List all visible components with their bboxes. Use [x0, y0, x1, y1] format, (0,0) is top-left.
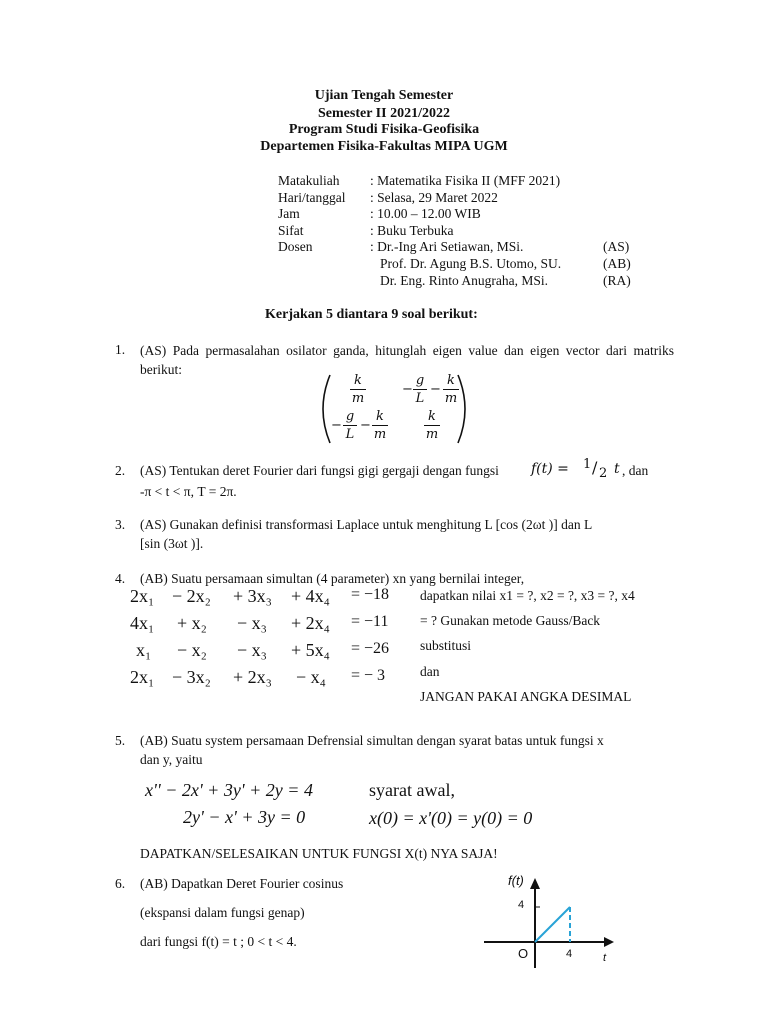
q4-text: (AB) Suatu persamaan simultan (4 parameter) xn yang bernilai integer, [140, 571, 525, 586]
m12-frac-a: g L [413, 373, 427, 406]
q5-line1: (AB) Suatu system persamaan Defrensial simultan dengan syarat batas untuk fungsi x [140, 733, 604, 748]
eq4-c4: − x₄ [296, 667, 326, 687]
info-label-type: Sifat [278, 223, 304, 238]
instruction: Kerjakan 5 diantara 9 soal berikut: [265, 307, 478, 322]
eq4-c3: + 2x₃ [233, 667, 272, 687]
m12-minus-b: − [430, 382, 441, 397]
exam-title: Ujian Tengah Semester [314, 88, 454, 103]
q5-eq1: x'' − 2x' + 3y' + 2y = 4 [145, 780, 313, 800]
info-value-time: : 10.00 – 12.00 WIB [370, 206, 481, 221]
eq4-c2: − 3x₂ [172, 667, 211, 687]
m12-frac-b: k m [444, 373, 458, 406]
q2-var: t [614, 461, 620, 477]
matrix-left-paren [314, 373, 334, 445]
q6-line1: (AB) Dapatkan Deret Fourier cosinus [140, 876, 344, 891]
lecturer-name-1: : Dr.-Ing Ari Setiawan, MSi. [370, 239, 524, 254]
eq1-c4: + 4x₄ [291, 586, 330, 606]
m21-frac-b: k m [373, 409, 387, 442]
q2-range: -π < t < π, T = 2π. [140, 484, 237, 499]
q4-number: 4. [115, 571, 126, 586]
q2-func: f(t) = [531, 461, 569, 477]
eq3-c1: x₁ [136, 640, 152, 660]
y-axis-arrow [530, 878, 540, 889]
q1-text: (AS) Pada permasalahan osilator ganda, hitunglah eigen value dan eigen vector dari matriks berikut: [140, 343, 674, 377]
q5-task: DAPATKAN/SELESAIKAN UNTUK FUNGSI X(t) NYA SAJA! [140, 846, 498, 861]
m12-minus: − [402, 382, 413, 397]
q2-half-den: 2 [599, 466, 608, 481]
graph-ytick: 4 [518, 899, 525, 911]
q2-text-b: , dan [622, 463, 649, 478]
info-value-date: : Selasa, 29 Maret 2022 [370, 190, 498, 205]
q5-number: 5. [115, 733, 126, 748]
eq1-rhs: = −18 [351, 586, 390, 603]
eq4-c1: 2x₁ [130, 667, 155, 687]
q6-number: 6. [115, 876, 126, 891]
q4-side-5: JANGAN PAKAI ANGKA DESIMAL [420, 689, 632, 704]
eq2-c3: − x₃ [237, 613, 267, 633]
q3-line2: [sin (3ωt )]. [140, 536, 204, 551]
m21-minus-b: − [360, 418, 371, 433]
department-title: Departemen Fisika-Fakultas MIPA UGM [260, 139, 508, 154]
q3-line1: (AS) Gunakan definisi transformasi Laplace untuk menghitung L [cos (2ωt )] dan L [140, 517, 593, 532]
eq3-c2: − x₂ [177, 640, 207, 660]
lecturer-name-2: Prof. Dr. Agung B.S. Utomo, SU. [380, 256, 562, 271]
q5-cond-label: syarat awal, [369, 780, 455, 800]
info-value-course: : Matematika Fisika II (MFF 2021) [370, 173, 561, 188]
q5-cond: x(0) = x'(0) = y(0) = 0 [369, 808, 533, 828]
eq1-c2: − 2x₂ [172, 586, 211, 606]
q6-line2: (ekspansi dalam fungsi genap) [140, 905, 305, 920]
semester-title: Semester II 2021/2022 [318, 106, 450, 121]
eq4-rhs: = − 3 [351, 667, 386, 684]
graph-xlabel: t [603, 952, 607, 964]
graph-svg [480, 870, 620, 970]
info-label-lecturer: Dosen [278, 239, 313, 254]
x-axis-arrow [604, 937, 614, 947]
q4-side-1: dapatkan nilai x1 = ?, x2 = ?, x3 = ?, x4 [420, 588, 635, 603]
q3-number: 3. [115, 517, 126, 532]
lecturer-code-1: (AS) [603, 239, 630, 254]
eq1-c1: 2x₁ [130, 586, 155, 606]
q1-number: 1. [115, 342, 126, 357]
m11-frac: k m [351, 373, 365, 406]
q5-eq2: 2y' − x' + 3y = 0 [183, 807, 306, 827]
q4-side-2: = ? Gunakan metode Gauss/Back [420, 613, 601, 628]
q2-text-a: (AS) Tentukan deret Fourier dari fungsi gigi gergaji dengan fungsi [140, 463, 499, 478]
lecturer-name-3: Dr. Eng. Rinto Anugraha, MSi. [380, 273, 548, 288]
eq2-c2: + x₂ [177, 613, 207, 633]
graph-ylabel: f(t) [508, 873, 524, 888]
eq1-c3: + 3x₃ [233, 586, 272, 606]
m21-frac-a: g L [343, 409, 357, 442]
function-line [535, 907, 570, 942]
m22-frac: k m [425, 409, 439, 442]
q4-side-4: dan [420, 664, 440, 679]
eq3-c4: + 5x₄ [291, 640, 330, 660]
info-value-type: : Buku Terbuka [370, 223, 454, 238]
info-label-course: Matakuliah [278, 173, 340, 188]
q4-side-3: substitusi [420, 638, 472, 653]
info-label-time: Jam [278, 206, 300, 221]
q2-number: 2. [115, 463, 126, 478]
q2-slash: / [592, 458, 598, 477]
eq3-c3: − x₃ [237, 640, 267, 660]
graph-origin: O [518, 946, 529, 961]
eq2-c4: + 2x₄ [291, 613, 330, 633]
graph-xtick: 4 [566, 948, 573, 960]
eq2-rhs: = −11 [351, 613, 389, 630]
lecturer-code-3: (RA) [603, 273, 631, 288]
eq2-c1: 4x₁ [130, 613, 155, 633]
q2-half-num: 1 [583, 457, 592, 472]
info-label-date: Hari/tanggal [278, 190, 346, 205]
eq3-rhs: = −26 [351, 640, 390, 657]
q5-line2: dan y, yaitu [140, 752, 203, 767]
lecturer-code-2: (AB) [603, 256, 631, 271]
program-title: Program Studi Fisika-Geofisika [288, 122, 480, 137]
m21-minus: − [331, 418, 342, 433]
q6-line3: dari fungsi f(t) = t ; 0 < t < 4. [140, 934, 297, 949]
